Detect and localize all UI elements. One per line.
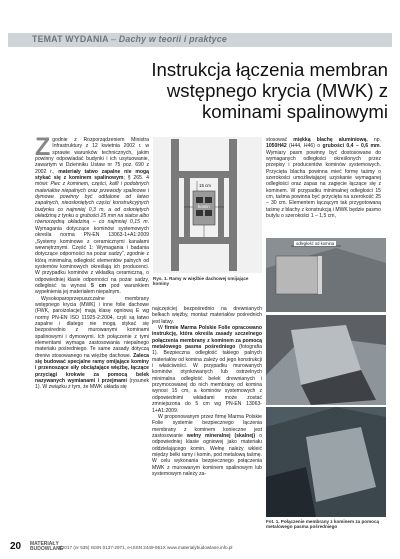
paragraph-1 <box>35 137 149 296</box>
photo-illustration <box>266 315 386 405</box>
text-run: W proponowanym przez firmę Marma Polskie Folie systemie bezpiecznego łączenia membrany z kominem konieczne jest zastosowanie <box>152 413 262 439</box>
bold-run: 1050H42 <box>266 143 287 150</box>
section-label: TEMAT WYDANIA <box>32 34 109 44</box>
paragraph-2 <box>35 296 149 391</box>
trimmer-right <box>218 178 224 237</box>
rafter-left <box>171 139 179 271</box>
bold-run: grubości 0,4 – 0,6 mm <box>322 143 380 150</box>
article-title: Instrukcja łączenia membran wstępnego krycia (MWK) z kominami spalinowymi <box>151 59 388 122</box>
bold-run: materiały tatwo zapalne nie mogą stykać się z kominem spalinowym <box>35 168 149 182</box>
paragraph-2 <box>152 325 262 414</box>
column-3 <box>266 137 381 235</box>
diagram-svg <box>153 137 262 273</box>
text-run: stosować <box>266 137 294 143</box>
paragraph-1 <box>266 137 381 219</box>
paragraph-1: najczęściej bezpośrednio na drewnianych belkach więźby, montaż materiałów pośrednich jest łatwy. <box>152 306 262 325</box>
text-run: pod warunkiem wypełnienia jej materiałem niepalnym. <box>35 282 149 296</box>
header-separator: – <box>111 34 117 44</box>
text-run: , np. <box>366 137 381 143</box>
section-header <box>32 34 227 44</box>
photo-chimney-flashing <box>266 315 386 405</box>
dropcap: Z <box>35 137 51 161</box>
roof-frame-diagram <box>153 137 262 273</box>
text-run: W <box>158 325 165 332</box>
figure-caption-1: Rys. 1. Ramy w więźbie dachowej omijające kominy <box>153 276 249 287</box>
bold-run: wełny mineralnej (skalnej) <box>186 432 256 439</box>
page-number: 20 <box>10 541 22 552</box>
photo-chimney-top <box>266 238 386 312</box>
bold-run: firmie Marma Polskie Folie opracowano instrukcję, która określa zasady szczelnego połączenia membrany z kominem za pomocą metalowego pasma pośredniego <box>152 325 262 351</box>
header-beam-bottom <box>179 237 229 244</box>
text-run: (rysunek 1). W związku z tym, że MWK układa się <box>35 378 149 391</box>
bold-run: miękką blachę aluminiową <box>293 137 367 143</box>
photo-illustration <box>266 407 386 517</box>
text-run: godnie z Rozporządzeniem Ministra Infrastruktury z 12 kwietnia 2002 r. w sprawie warunków technicznych, jakim powinny odpowiadać budynki i ich usytuowanie, zawartym w Dzienniku Ustaw nr 75 poz. 690 z 2002 r., <box>35 137 149 175</box>
section-topic: Dachy w teorii i praktyce <box>118 34 227 44</box>
photo-membrane-joint <box>266 407 386 517</box>
paragraph-3 <box>152 414 262 477</box>
column-1 <box>35 137 149 535</box>
text-run: (H44, H46) o <box>286 143 323 150</box>
photo-illustration <box>266 238 386 312</box>
logo-line-2: BUDOWLANE <box>30 546 64 552</box>
dim-label-top: 15 cm <box>199 183 211 188</box>
bold-run: Zaleca się budować specjalne ramy omijające kominy i przenoszące siły obciążające więźbę, łączące przyciągi krokwie za pomocą belek nazywanych wymianami i przejmami <box>35 352 149 385</box>
text-run: Wysokoparoprzepuszczalne membrany wstępnego krycia (MWK) i inne folie dachowe (FWK, paroizolacje) mają klasę ogniową E wg normy PN-EN ISO 11925-2:2004, czyli są łatwo zapalne i dlatego nie mogą stykać się bezpośrednio z murowanymi kominami spalinowymi i dymowymi. Ich połączenie z tymi elementami wymaga zastosowania niepalnego materiału pośredniego. Te same zasady dotyczą dreniw stosowanego na więźbę dachowe. <box>35 295 149 359</box>
header-beam-top <box>179 171 229 178</box>
trimmer-left <box>184 178 190 237</box>
text-run: . Wymiary pasm powinny być dostosowane do wymaganych odległości określonych przez przepisy i producentów kominów systemowych. Przycięta blacha powinna mieć formę taśmy o szerokości umożliwiającej uzyskanie wymaganej odległości oraz zapas na zagięcie łączące się z kominem. W przypadku minimalnej odległości 15 cm, taśma powinna być przycięta na szerokość 25 – 30 cm. Elementem łączącym tak przygotowaną taśmę z blachy z konstrukcją i MWK będzie pasmo butylu o szerokości 1 – 1,5 cm, <box>266 143 381 220</box>
chimney-label: komin <box>198 204 210 209</box>
footer-publication-info: 3/2017 (nr 535) ISSN 0137-2971, e-ISSN 2449-951X www.materialybudowlane.info.pl <box>58 545 233 550</box>
figure-caption-2: Fot. 1. Połączenie membrany z kominem za pomocą metalowego pasma pośredniego <box>266 519 380 530</box>
rafter-right <box>229 139 237 271</box>
text-run: (fotografia 1). Bezpieczna odległość takiego palnych materiałów od komina zależy od jego konstrukcji i właściwości. W przypadku murowanych kominów otynkowanych lub ostrzelnych minimalna odległość belek drewnianych i przymocowanej do nich membrany od komina wynosi 15 cm, a kominów systemowych z odpowiednimi wkładami może zostać zmniejszona do 5 cm wg PN-EN 13063-1+A1:2009. <box>152 344 262 414</box>
column-2 <box>152 306 262 536</box>
bold-run: 5 cm <box>91 282 107 289</box>
logo-line-1: MATERIAŁY <box>30 541 59 547</box>
italic-quote: Piec z kominem, części, kafli i podobnych materiałów niepalnych oraz przewody spalinowe i dymowe powinny być oddalone od łatwo zapalnych, nieosłoniętych części konstrukcyjnych budynku co najmniej 0,3 m, a od osłoniętych okładziną z tynku o grubości 25 mm na siatce albo równorzędną okładziną – co najmniej 0,15 m <box>35 181 149 226</box>
text-run: . Wymagania dotyczące kominów systemowych określa norma PN-EN 13063-1+A1:2009 „Systemy kominowe z ceramicznymi kanałami wewnętrznymi. Część 1: Wymagania i badania dotyczące odporności na pożar sadzy”, zgodnie z którą minimalną odległość elementów palnych od systemów kominowych określają ich producenci. W przypadku kominów z wkładką ceramiczną, o odpowiedniej klasie odporności na pożar sadzy, odległość ta wynosi <box>35 219 149 289</box>
text-run: o odpowiedniej klasie ogniowej jako materiału oddzielającego komin. Wełnę należy wkleić między belki ramy i komin, pod metalową taśmę. W celu wykonania bezpiecznego połączenia MWK z murowanym kominem spalinowym lub systemowym należy za- <box>152 432 262 477</box>
photo-label: odległość od komina <box>296 241 335 246</box>
text-run: ; § 265. 4 mówi: <box>35 175 149 188</box>
